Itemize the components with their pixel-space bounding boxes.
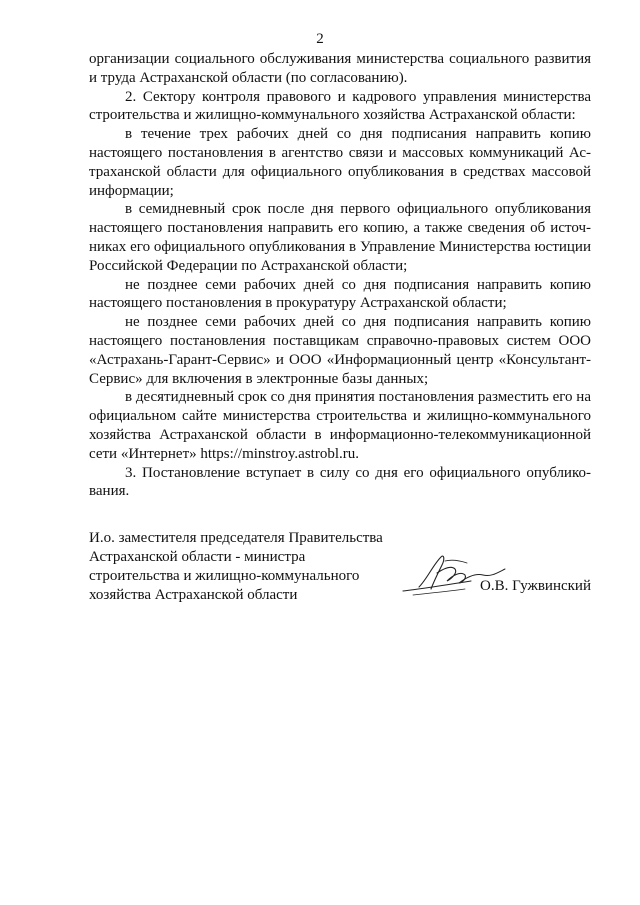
- paragraph-website: в десятидневный срок со дня принятия постановления разместить его на официальном сайте министерства строительства и жилищно-коммунального хозяйства Астраханской области в информационно-телекоммуникационной сети «Интернет» https://minstroy.astrobl.ru.: [89, 389, 591, 462]
- paragraph-continuation: организации социального обслуживания министерства социального развития и труда Астраханской области (по согласованию).: [89, 51, 591, 86]
- position-line: строительства и жилищно-коммунального: [89, 568, 360, 584]
- position-line: хозяйства Астраханской области: [89, 587, 298, 603]
- paragraph-item-2: 2. Сектору контроля правового и кадрового управления министерства строительства и жилищно-коммунального хозяйства Астраханской области:: [89, 88, 591, 124]
- document-body: [89, 50, 591, 501]
- paragraph-agency-publication: в течение трех рабочих дней со дня подписания направить копию настоящего постановления в агентство связи и массовых коммуникаций Астраханской области для официального опубликования в средствах массовой информации;: [89, 126, 591, 199]
- signatory-position: [89, 529, 419, 605]
- page-number: 2: [316, 31, 324, 47]
- paragraph-item-3: 3. Постановление вступает в силу со дня его официального опубликования.: [89, 464, 591, 500]
- paragraph-ministry-of-justice: в семидневный срок после дня первого официального опубликования настоящего постановления направить его копию, а также сведения об источниках его официального опубликования в Управление Министерства юстиции Российской Федерации по Астраханской области;: [89, 201, 591, 274]
- signature-block: [89, 529, 591, 609]
- position-line: Астраханской области - министра: [89, 549, 306, 565]
- position-line: И.о. заместителя председателя Правительства: [89, 530, 383, 546]
- paragraph-legal-systems: не позднее семи рабочих дней со дня подписания направить копию настоящего постановления поставщикам справочно-правовых систем ООО «Астрахань-Гарант-Сервис» и ООО «Информационный центр «Консультант-Сервис» для включения в электронные базы данных;: [89, 314, 591, 387]
- signatory-name: О.В. Гужвинский: [480, 578, 591, 594]
- paragraph-prosecutor: не позднее семи рабочих дней со дня подписания направить копию настоящего постановления в прокуратуру Астраханской области;: [89, 276, 591, 312]
